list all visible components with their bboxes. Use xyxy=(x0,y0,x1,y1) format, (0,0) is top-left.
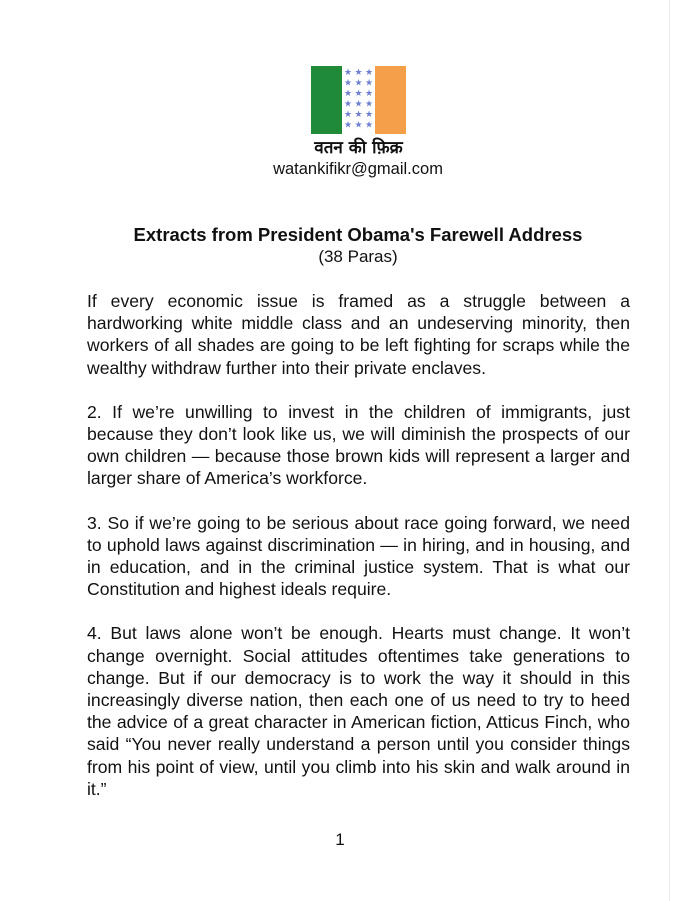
flag-star-icon: ★ xyxy=(365,99,374,110)
flag-star-icon: ★ xyxy=(344,110,353,120)
flag-star-icon: ★ xyxy=(365,110,374,120)
flag-star-icon: ★ xyxy=(344,99,353,110)
flag-star-icon: ★ xyxy=(365,68,374,78)
flag-star-icon: ★ xyxy=(354,120,363,131)
flag-star-icon: ★ xyxy=(365,89,374,99)
document-subtitle: (38 Paras) xyxy=(318,247,398,266)
flag-star-icon: ★ xyxy=(354,99,363,110)
flag-star-icon: ★ xyxy=(344,89,353,99)
flag-star-icon: ★ xyxy=(344,68,353,78)
paragraph-1: If every economic issue is framed as a struggle between a hardworking white middle class and an undeserving minority, then workers of all shades are going to be left fighting for scraps while the wealthy withdraw further into their private enclaves. xyxy=(87,291,630,378)
flag-star-icon: ★ xyxy=(354,68,363,78)
flag-star-icon: ★ xyxy=(354,110,363,120)
document-title: Extracts from President Obama's Farewell Address xyxy=(133,224,583,245)
page-edge xyxy=(669,0,670,901)
flag-star-icon: ★ xyxy=(344,78,353,89)
flag-star-icon: ★ xyxy=(344,120,353,131)
flag-star-icon: ★ xyxy=(365,120,374,131)
contact-email: watankifikr@gmail.com xyxy=(273,160,443,178)
page-number: 1 xyxy=(335,830,345,849)
document-body xyxy=(87,290,630,822)
paragraph-4: 4. But laws alone won’t be enough. Hearts must change. It won’t change overnight. Social attitudes oftentimes take generations to change. But if our democracy is to work the way it should in this increasingly diverse nation, then each one of us need to try to heed the advice of a great character in American fiction, Atticus Finch, who said “You never really understand a person until you consider things from his point of view, until you climb into his skin and walk around in it.” xyxy=(87,623,630,799)
flag-star-icon: ★ xyxy=(354,78,363,89)
flag-star-icon: ★ xyxy=(354,89,363,99)
flag-star-icon: ★ xyxy=(365,78,374,89)
logo-text: वतन की फ़िक्र xyxy=(314,138,403,158)
paragraph-2: 2. If we’re unwilling to invest in the children of immigrants, just because they don’t look like us, we will diminish the prospects of our own children — because those brown kids will represent a larger and larger share of America’s workforce. xyxy=(87,401,630,489)
flag-logo-icon xyxy=(311,66,406,134)
paragraph-3: 3. So if we’re going to be serious about race going forward, we need to uphold laws against discrimination — in hiring, and in housing, and in education, and in the criminal justice system. That is what our Constitution and highest ideals require. xyxy=(87,512,630,600)
